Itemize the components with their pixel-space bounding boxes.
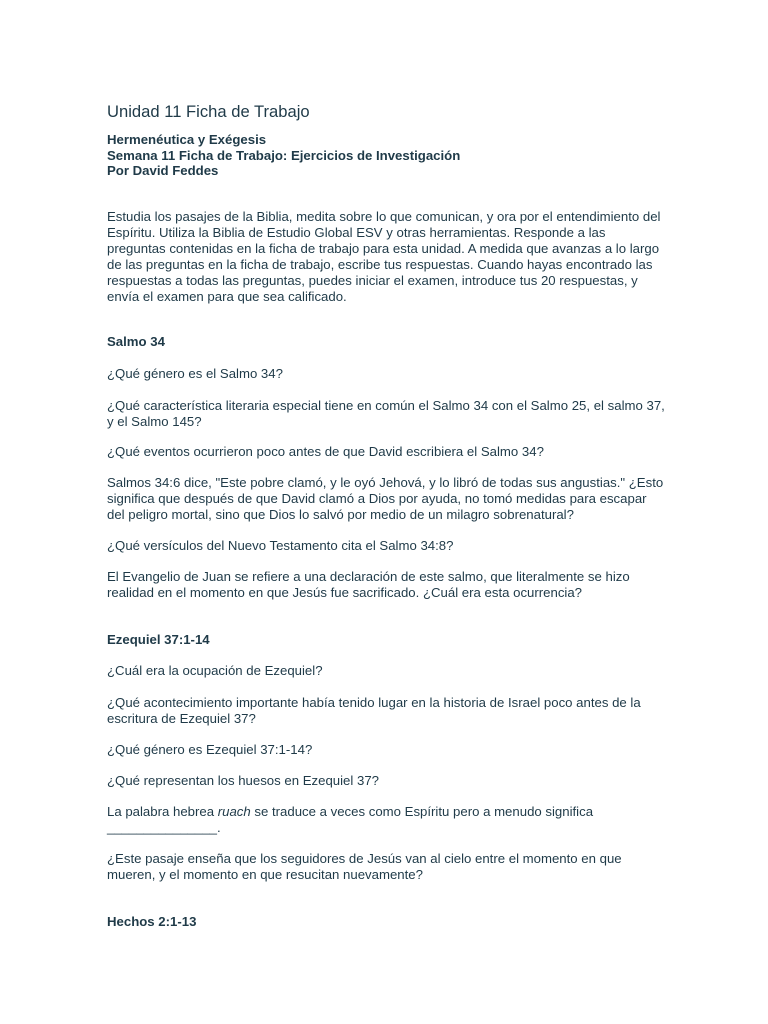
question-ezequiel-last: ¿Este pasaje enseña que los seguidores de Jesús van al cielo entre el momento en que mueren, y el momento en que resucitan nuevamente? (107, 851, 622, 882)
ruach-text-before: La palabra hebrea (107, 804, 218, 819)
question-ezequiel-2: ¿Qué acontecimiento importante había tenido lugar en la historia de Israel poco antes de la escritura de Ezequiel 37? (107, 695, 641, 726)
section-heading-ezequiel: Ezequiel 37:1-14 (107, 632, 210, 647)
question-ezequiel-4: ¿Qué representan los huesos en Ezequiel 37? (107, 773, 379, 788)
subtitle-block (107, 132, 460, 179)
question-salmo-5: ¿Qué versículos del Nuevo Testamento cita el Salmo 34:8? (107, 538, 454, 553)
course-name: Hermenéutica y Exégesis (107, 132, 267, 147)
question-salmo-6: El Evangelio de Juan se refiere a una declaración de este salmo, que literalmente se hizo realidad en el momento en que Jesús fue sacrificado. ¿Cuál era esta ocurrencia? (107, 569, 630, 600)
author-line: Por David Feddes (107, 163, 219, 179)
question-salmo-1: ¿Qué género es el Salmo 34? (107, 366, 283, 381)
intro-paragraph: Estudia los pasajes de la Biblia, medita sobre lo que comunican, y ora por el entendimiento del Espíritu. Utiliza la Biblia de Estudio Global ESV y otras herramientas. Responde a las preguntas contenidas en la ficha de trabajo para esta unidad. A medida que avanzas a lo largo de las preguntas en la ficha de trabajo, escribe tus respuestas. Cuando hayas encontrado las respuestas a todas las preguntas, puedes iniciar el examen, introduce tus 20 respuestas, y envía el examen para que sea calificado. (107, 209, 661, 304)
ruach-term: ruach (217, 804, 251, 819)
question-ezequiel-1: ¿Cuál era la ocupación de Ezequiel? (107, 663, 323, 678)
page-title: Unidad 11 Ficha de Trabajo (107, 102, 310, 121)
section-heading-salmo-34: Salmo 34 (107, 334, 165, 349)
section-heading-hechos: Hechos 2:1-13 (107, 914, 197, 929)
question-ezequiel-ruach (107, 804, 667, 836)
question-salmo-2: ¿Qué característica literaria especial tiene en común el Salmo 34 con el Salmo 25, el salmo 37, y el Salmo 145? (107, 398, 665, 429)
question-salmo-3: ¿Qué eventos ocurrieron poco antes de que David escribiera el Salmo 34? (107, 444, 544, 459)
question-ezequiel-3: ¿Qué género es Ezequiel 37:1-14? (107, 742, 313, 757)
worksheet-name: Semana 11 Ficha de Trabajo: Ejercicios de Investigación (107, 147, 461, 163)
question-salmo-4: Salmos 34:6 dice, "Este pobre clamó, y le oyó Jehová, y lo libró de todas sus angustias." ¿Esto significa que después de que David clamó a Dios por ayuda, no tomó medidas para escapar del peligro mortal, sino que Dios lo salvó por medio de un milagro sobrenatural? (107, 475, 664, 522)
ruach-text-after: se traduce a veces como Espíritu pero a menudo significa _______________. (107, 804, 594, 835)
